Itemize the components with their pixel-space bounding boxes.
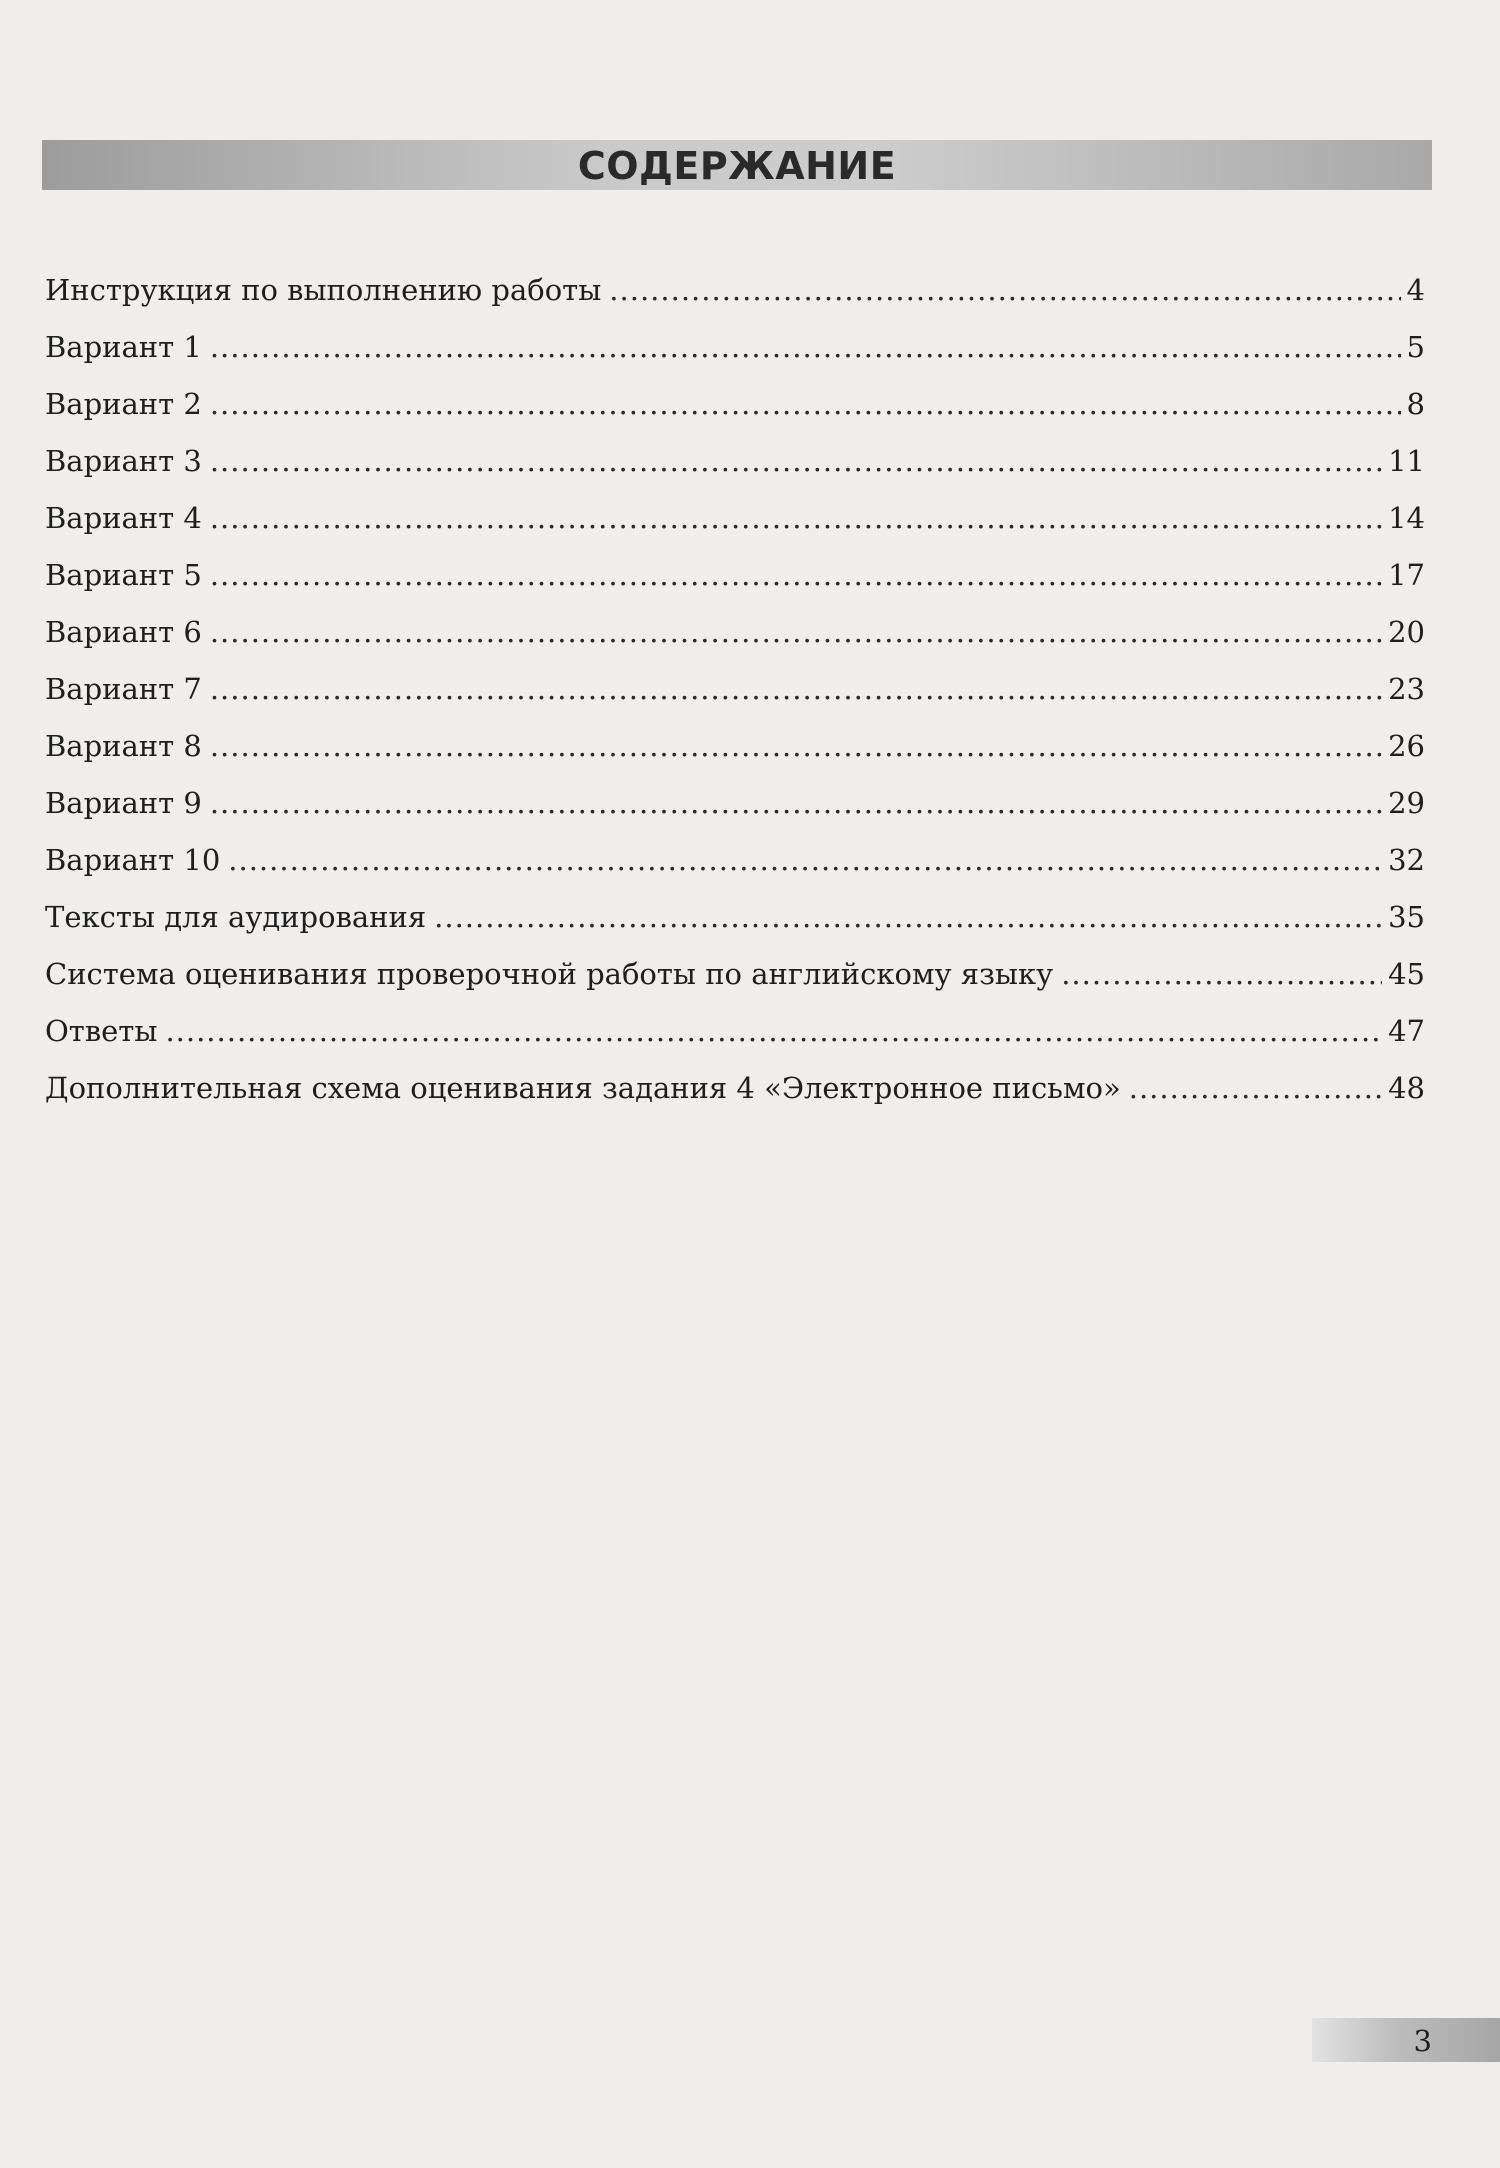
dot-leader	[1061, 954, 1382, 994]
toc-entry-email-scheme[interactable]	[45, 1068, 1425, 1125]
toc-entry-label: Вариант 1	[45, 330, 202, 364]
toc-entry-answers[interactable]	[45, 1011, 1425, 1068]
dot-leader	[210, 726, 1382, 766]
toc-entry-label: Вариант 8	[45, 729, 202, 763]
toc-entry-page: 47	[1388, 1014, 1425, 1048]
toc-entry-label: Вариант 4	[45, 501, 202, 535]
toc-entry-label: Дополнительная схема оценивания задания 4 «Электронное письмо»	[45, 1071, 1121, 1105]
toc-entry-page: 48	[1388, 1071, 1425, 1105]
toc-entry-label: Вариант 2	[45, 387, 202, 421]
toc-entry-label: Вариант 5	[45, 558, 202, 592]
dot-leader	[210, 612, 1382, 652]
toc-entry-page: 45	[1388, 957, 1425, 991]
dot-leader	[210, 327, 1401, 367]
toc-entry-variant-1[interactable]	[45, 327, 1425, 384]
dot-leader	[165, 1011, 1382, 1051]
toc-entry-page: 32	[1388, 843, 1425, 877]
dot-leader	[210, 555, 1382, 595]
toc-entry-variant-7[interactable]	[45, 669, 1425, 726]
toc-entry-variant-2[interactable]	[45, 384, 1425, 441]
toc-entry-label: Вариант 6	[45, 615, 202, 649]
dot-leader	[609, 270, 1400, 310]
dot-leader	[210, 384, 1401, 424]
toc-entry-label: Система оценивания проверочной работы по английскому языку	[45, 957, 1054, 991]
page-number: 3	[1413, 2024, 1432, 2058]
toc-entry-variant-4[interactable]	[45, 498, 1425, 555]
toc-entry-variant-6[interactable]	[45, 612, 1425, 669]
toc-entry-page: 20	[1388, 615, 1425, 649]
toc-entry-page: 5	[1406, 330, 1425, 364]
toc-entry-page: 26	[1388, 729, 1425, 763]
toc-entry-label: Вариант 10	[45, 843, 221, 877]
page-title: СОДЕРЖАНИЕ	[577, 144, 897, 188]
page-number-bar	[1312, 2018, 1500, 2062]
dot-leader	[210, 783, 1382, 823]
dot-leader	[210, 498, 1382, 538]
toc-entry-page: 17	[1388, 558, 1425, 592]
toc-entry-grading-system[interactable]	[45, 954, 1425, 1011]
toc-entry-page: 8	[1406, 387, 1425, 421]
toc-entry-variant-8[interactable]	[45, 726, 1425, 783]
dot-leader	[1129, 1068, 1382, 1108]
dot-leader	[210, 441, 1382, 481]
toc-entry-listening-texts[interactable]	[45, 897, 1425, 954]
toc-entry-label: Ответы	[45, 1014, 158, 1048]
toc-entry-page: 23	[1388, 672, 1425, 706]
toc-entry-page: 4	[1406, 273, 1425, 307]
toc-entry-page: 29	[1388, 786, 1425, 820]
toc-entry-label: Вариант 9	[45, 786, 202, 820]
toc-entry-variant-5[interactable]	[45, 555, 1425, 612]
toc-entry-label: Вариант 7	[45, 672, 202, 706]
title-bar	[42, 140, 1432, 190]
toc-entry-label: Тексты для аудирования	[45, 900, 427, 934]
table-of-contents	[45, 270, 1425, 1125]
dot-leader	[434, 897, 1382, 937]
toc-entry-page: 35	[1388, 900, 1425, 934]
toc-entry-label: Инструкция по выполнению работы	[45, 273, 602, 307]
dot-leader	[228, 840, 1382, 880]
toc-entry-page: 14	[1388, 501, 1425, 535]
toc-entry-variant-3[interactable]	[45, 441, 1425, 498]
toc-entry-variant-10[interactable]	[45, 840, 1425, 897]
toc-entry-label: Вариант 3	[45, 444, 202, 478]
toc-entry-instructions[interactable]	[45, 270, 1425, 327]
toc-entry-variant-9[interactable]	[45, 783, 1425, 840]
toc-entry-page: 11	[1388, 444, 1425, 478]
dot-leader	[210, 669, 1382, 709]
